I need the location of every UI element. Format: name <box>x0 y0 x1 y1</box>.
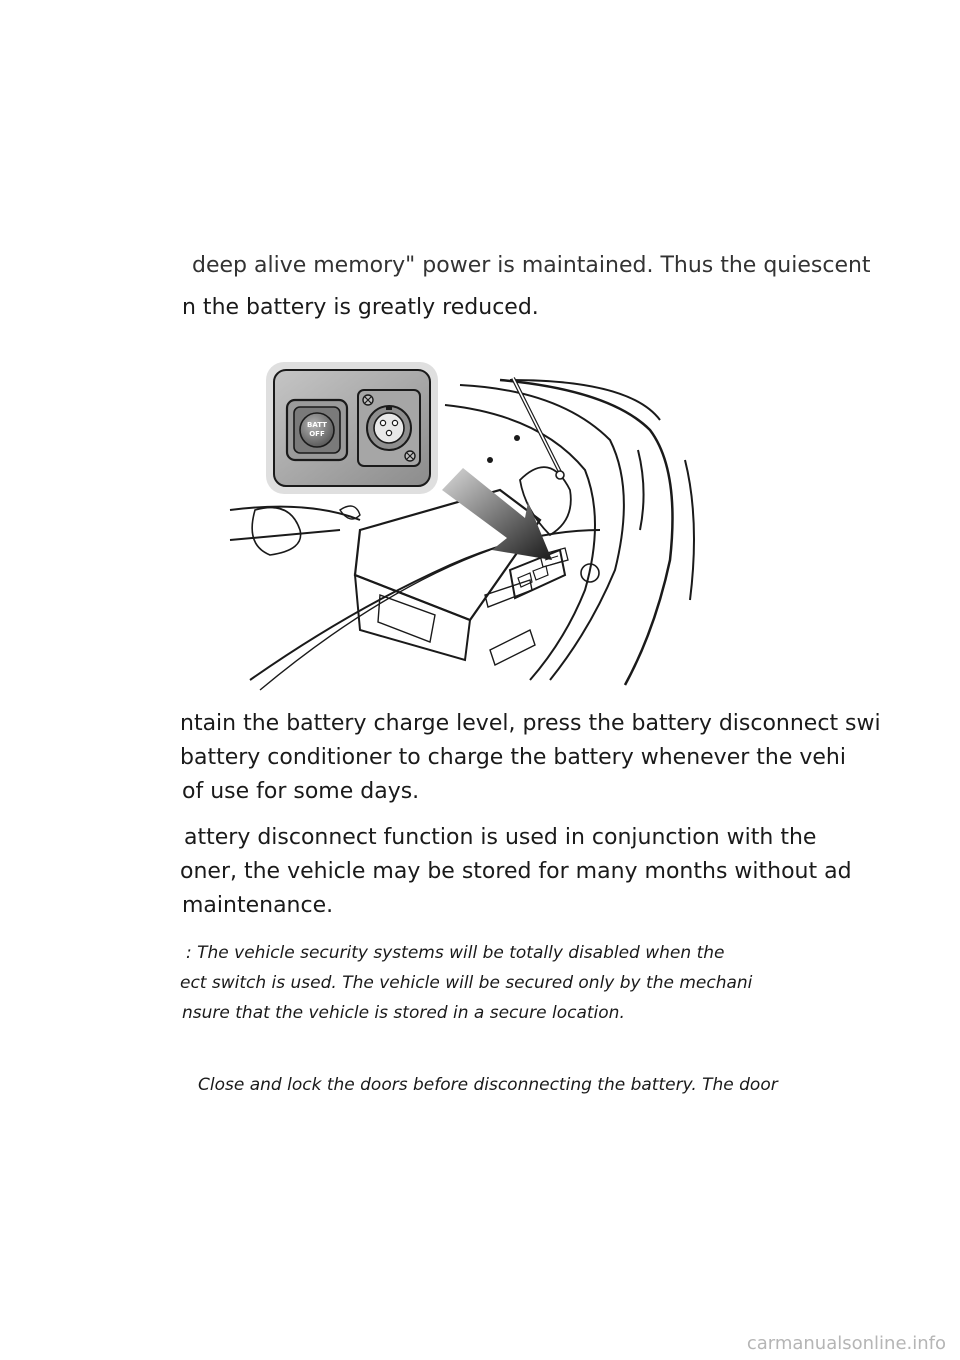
top-cut-text: deep alive memory" power is maintained. Thus the quiescent <box>192 253 871 278</box>
paragraph-2-line-2: battery conditioner to charge the battery whenever the vehi <box>180 745 846 770</box>
security-note <box>180 938 760 1034</box>
paragraph-3 <box>180 822 852 926</box>
pointer-arrow-icon <box>442 468 552 560</box>
cut-off-top-line <box>180 253 871 284</box>
paragraph-3-line-1: attery disconnect function is used in conjunction with the <box>184 825 817 850</box>
paragraph-3-line-3: maintenance. <box>182 893 334 918</box>
note-line-3: nsure that the vehicle is stored in a secure location. <box>182 1003 625 1023</box>
paragraph-1 <box>180 292 760 328</box>
cut-off-bottom-line <box>180 1068 778 1095</box>
paragraph-3-line-2: oner, the vehicle may be stored for many months without ad <box>180 859 852 884</box>
battery-disconnect-panel <box>266 362 438 494</box>
paragraph-2-line-1: ntain the battery charge level, press the battery disconnect swi <box>180 711 881 736</box>
battery-switch-illustration <box>230 360 710 690</box>
off-label: OFF <box>309 430 325 438</box>
paragraph-1-line: n the battery is greatly reduced. <box>182 295 539 320</box>
note-line-1: : The vehicle security systems will be totally disabled when the <box>186 943 725 963</box>
note-line-2: ect switch is used. The vehicle will be secured only by the mechani <box>180 973 753 993</box>
watermark: carmanualsonline.info <box>746 1333 946 1354</box>
batt-label: BATT <box>307 421 327 429</box>
bottom-cut-text: Close and lock the doors before disconnecting the battery. The door <box>198 1075 778 1095</box>
paragraph-2-line-3: of use for some days. <box>182 779 420 804</box>
paragraph-2 <box>180 708 881 812</box>
